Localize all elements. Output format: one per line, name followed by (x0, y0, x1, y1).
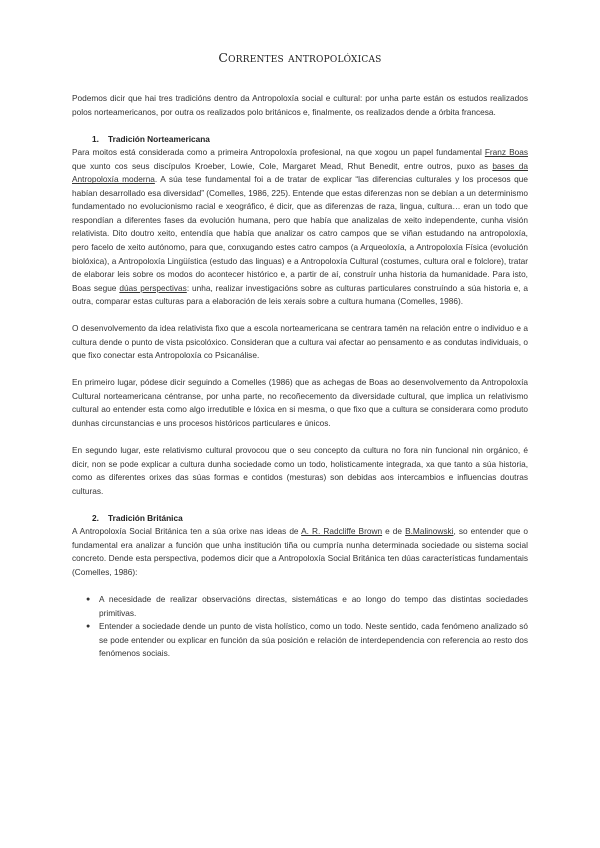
list-item-text: A necesidade de realizar observacións directas, sistemáticas e ao longo do tempo das distintas sociedades primitivas. (99, 593, 528, 618)
paragraph-boas (72, 146, 528, 309)
bullet-list (72, 593, 528, 661)
paragraph-primeiro-lugar: En primeiro lugar, pódese dicir seguindo a Comelles (1986) que as achegas de Boas ao desenvolvemento da Antropoloxía Cultural norteamericana céntranse, por unha parte, no recoñecemento da diversidade cultural, que implica un relativismo cultural ao entender esta como algo irredutible e lóxica en si mesma, o que fixo que a cultura se considerara como produto dunhas circunstancias e uns procesos históricos particulares e únicos. (72, 377, 528, 428)
intro-paragraph: Podemos dicir que hai tres tradicións dentro da Antropoloxía social e cultural: por unha parte están os estudos realizados polos norteamericanos, por outra os realizados polo británicos e, finalmente, os realizados dende a órbita francesa. (72, 93, 528, 117)
paragraph-britanica (72, 525, 528, 579)
list-item (72, 620, 528, 661)
list-item-text: Entender a sociedade dende un punto de vista holístico, como un todo. Neste sentido, cada fenómeno analizado só se pode entender ou explicar en función da súa posición e relación de interdependencia con referencia ao resto dos fenómenos sociais. (99, 621, 528, 659)
list-item (72, 593, 528, 620)
paragraph-segundo-lugar: En segundo lugar, este relativismo cultural provocou que o seu concepto da cultura no fora nin funcional nin orgánico, é dicir, non se pode explicar a cultura dunha sociedade como un todo, holisticamente integrada, xa que tanto a súa historia, como as diferentes orixes das súas formas e contidos (mesturas) son debidas aos intercambios e influencias doutras culturas. (72, 445, 528, 496)
text-run: Para moitos está considerada como a primeira Antropoloxía profesional, na que xogou un papel fundamental (72, 147, 485, 158)
bullet-icon: ● (86, 623, 91, 631)
text-run: , so entender que o fundamental era analizar a función que unha institución tiña ou cumpría nunha determinada sociedade ou sistema social concreto. Dende esta perspectiva, podemos dicir que a Antropoloxía Social Británica ten dúas características fundamentais (Comelles, 1986): (72, 526, 529, 577)
document-body (72, 92, 528, 661)
paragraph-relativista: O desenvolvemento da idea relativista fixo que a escola norteamericana se centrara tamén na relación entre o individuo e a cultura dende o punto de vista psicolóxico. Consideran que a cultura vai afectar ao pensamento e as condutas individuais, o que fixo conectar esta Antropoloxía co Psicanálise. (72, 323, 528, 361)
section-title: Tradición Británica (108, 512, 183, 523)
section-heading-britanica (72, 512, 528, 526)
text-run: que xunto cos seus discípulos Kroeber, Lowie, Cole, Margaret Mead, Rhut Benedit, entre outros, puxo as (72, 160, 493, 171)
link-bases-antropoloxia[interactable]: bases da Antropoloxía moderna (72, 160, 528, 185)
link-duas-perspectivas[interactable]: dúas perspectivas (119, 282, 187, 293)
bullet-icon: ● (86, 595, 91, 603)
text-run: . A súa tese fundamental foi a de tratar de explicar “las diferencias culturales y los procesos que habían desarrollado esa diversidad” (Comelles, 1986, 225). Entende que estas diferenzas non se debían a un determinismo fundamentado no evolucionismo racial e xeográfico, é dicir, que as diferenzas de raza, lingua, cultura… eran un todo que respondían a diferentes fases da evolución humana, pero que había que analizalas de xeito independente, cunha visión relativista. Dito doutro xeito, entendía que había que analizar os catro campos que se viñan estudando na antropoloxía, pero facelo de xeito autónomo, para que, conxugando estes catro campos (a Arqueoloxía, a Antropoloxía Física (evolución biolóxica), a Antropoloxía Lingüística (estudo das linguas) e a Antropoloxía Cultural (costumes, cultura oral e folclore), tratar de elaborar leis sobre os modos do acontecer histórico e, a partir de aí, construír unha historia da humanidade. Para isto, Boas segue (72, 174, 528, 293)
text-run: e de (382, 526, 406, 537)
link-malinowski[interactable]: B.Malinowski (405, 526, 454, 537)
link-radcliffe-brown[interactable]: A. R. Radcliffe Brown (301, 526, 383, 537)
section-heading-norteamericana (72, 133, 528, 147)
page-title: Correntes antropolóxicas (218, 50, 382, 65)
text-run: : unha, realizar investigacións sobre as culturas particulares construíndo a súa historia e, a outra, comparar estas culturas para a elaboración de leis xerais sobre a cultura humana (Comelles, 1986). (72, 282, 529, 307)
section-number: 1. (92, 133, 99, 144)
text-run: A Antropoloxía Social Británica ten a súa orixe nas ideas de (72, 526, 302, 537)
link-franz-boas[interactable]: Franz Boas (484, 147, 528, 158)
section-number: 2. (92, 512, 99, 523)
section-title: Tradición Norteamericana (108, 133, 210, 144)
